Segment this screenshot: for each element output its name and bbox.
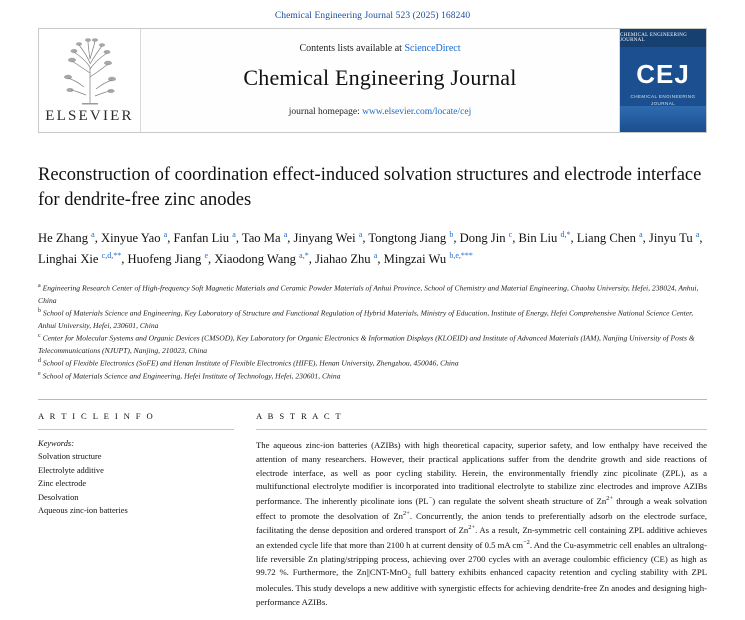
article-info-rule [38,429,234,430]
running-head: Chemical Engineering Journal 523 (2025) 168240 [274,11,471,21]
cover-bottom-strip [620,106,706,132]
affiliation-item: $^b$ School of Materials Science and Engineering, Key Laboratory of Structure and Functional Regulation of Hybrid Materials, Ministry of Education, Institute of Energy, Hefei Comprehensive National Science Center, Anhui University, Hefei, 230601, China [38,308,694,330]
abstract-text: The aqueous zinc-ion batteries (AZIBs) with high theoretical capacity, superior safety, and low enthalpy have received the attention of many researchers. However, their practical applications suffer from the dendrite growth and side reactions of electrode interface, as well as poor cycling stability. Herein, the environmentally friendly zinc picolinate (ZPL), as a multifunctional electrolyte modifier is incorporated into traditional electrolyte to stabilize zinc electrodes and improve AZIBs performance. The inherently picolinate ions (PL−) can regulate the solvent sheath structure of $Zn^{2+}$ through a weak solvation effect to promote the desolvation of $Zn^{2+}$. Concurrently, the anion tends to preferentially adsorb on the electrode surface, facilitating the dense deposition and ordered transport of $Zn^{2+}$. As a result, Zn-symmetric cell containing ZPL additive achieves an extended cycle life that more than 2100 h at current density of 0.5 mA $cm^{-2}$. And the Cu-asymmetric cell enables an ultralong-life reversible Zn plating/stripping process, achieving over 2700 cycles with an average coulombic efficiency (CE) as high as 99.72 %. Furthermore, the Zn||CNT-MnO$_2$ full battery exhibits enhanced capacity retention and cycling stability with ZPL molecules. This study develops a new additive with synergistic effects for achieving dendrite-free Zn anodes and designing high-performance AZIBs. [256,440,708,607]
keyword-item: Desolvation [38,492,79,502]
homepage-prefix: journal homepage: [288,106,363,117]
affiliation-item: $^d$ School of Flexible Electronics (SoFE) and Henan Institute of Flexible Electronics (HIFE), Henan University, Zhengzhou, 450046, China [38,358,459,368]
cover-subtitle: CHEMICAL ENGINEERING JOURNAL [630,94,696,106]
keywords-label: Keywords: [38,439,74,448]
elsevier-wordmark: ELSEVIER [45,108,134,124]
cover-acronym: CEJ [636,59,690,90]
article-info-column [38,411,234,610]
journal-cover-thumbnail [619,29,706,132]
keyword-item: Zinc electrode [38,479,87,489]
journal-masthead [38,28,707,133]
affiliation-item: $^a$ Engineering Research Center of High-frequency Soft Magnetic Materials and Ceramic Powder Materials of Anhui Province, School of Chemistry and Material Engineering, Chaohu University, Hefei, 238024, Anhui, China [38,282,699,305]
abstract-column [256,411,707,610]
abstract-heading: A B S T R A C T [256,411,343,421]
keyword-item: Solvation structure [38,452,102,461]
affiliation-item: $^c$ Center for Molecular Systems and Organic Devices (CMSOD), Key Laboratory for Organic Electronics & Information Displays (KLOEID) and Institute of Advanced Materials (IAM), Nanjing University of Posts & Telecommunications (NJUPT), Nanjing, 210023, China [38,333,695,356]
elsevier-tree-icon [48,33,132,107]
sciencedirect-link[interactable]: ScienceDirect [404,42,461,54]
abstract-rule [256,429,707,430]
page-title: Reconstruction of coordination effect-induced solvation structures and electrode interface for dendrite-free zinc anodes [38,165,702,210]
article-info-heading: A R T I C L E I N F O [38,411,155,421]
keyword-item: Electrolyte additive [38,465,104,475]
affiliation-item: $^e$ School of Materials Science and Engineering, Hefei Institute of Technology, Hefei, 230601, China [38,371,341,381]
affiliation-list [38,282,707,383]
keyword-item: Aqueous zinc-ion batteries [38,506,128,516]
title-block [38,163,707,212]
contents-prefix: Contents lists available at [299,42,405,54]
masthead-center [141,29,619,132]
cover-top-label: CHEMICAL ENGINEERING JOURNAL [620,29,706,47]
contents-line [299,43,460,54]
homepage-line [289,107,471,117]
journal-homepage-link[interactable]: www.elsevier.com/locate/cej [362,106,472,117]
body-columns [38,411,707,610]
publisher-logo [39,29,141,132]
page-footer-space [0,610,745,620]
keywords-list [38,450,234,518]
header-divider [38,399,707,400]
journal-title: Chemical Engineering Journal [243,64,517,90]
author-list: He Zhang $^a$, Xinyue Yao $^a$, Fanfan Liu $^a$, Tao Ma $^a$, Jinyang Wei $^a$, Tongtong Jiang $^b$, Dong Jin $^c$, Bin Liu $^{d,*}$, Liang Chen $^a$, Jinyu Tu $^a$, Linghai Xie $^{c,d,**}$, Huofeng Jiang $^e$, Xiaodong Wang $^{a,*}$, Jiahao Zhu $^a$, Mingzai Wu $^{b,e,***}$ [38,230,703,266]
